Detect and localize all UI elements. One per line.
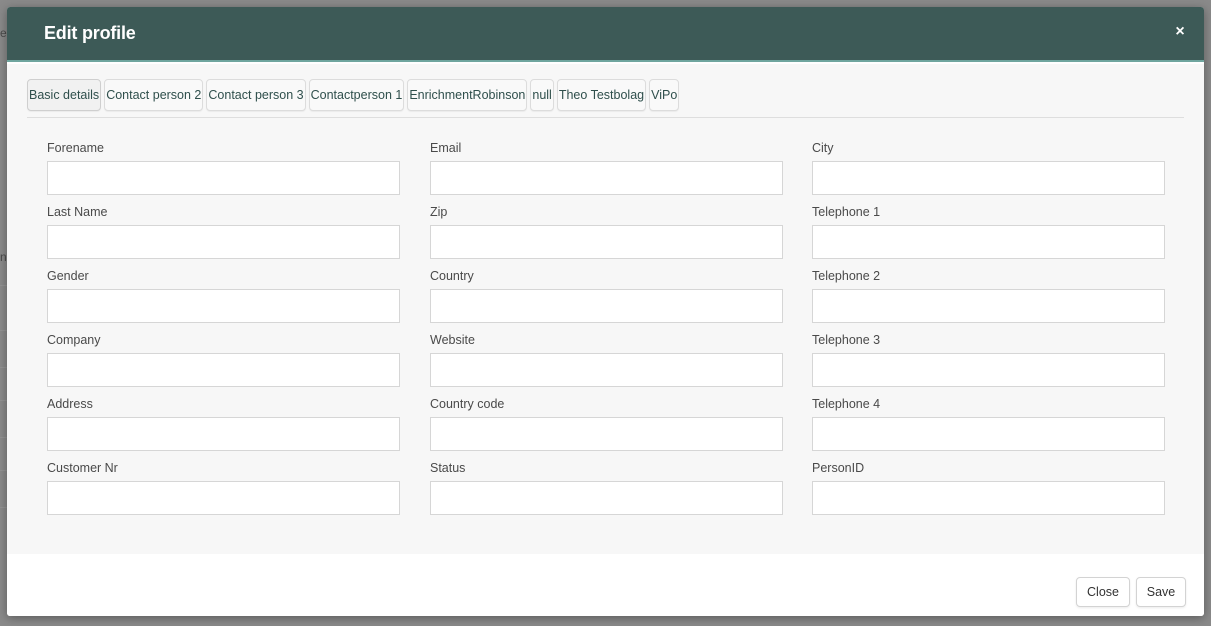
website-label: Website	[430, 333, 475, 347]
modal-body	[7, 64, 1204, 554]
field-telephone-3	[812, 326, 1165, 390]
tab-contactperson-1[interactable]: Contactperson 1	[309, 79, 405, 111]
field-forename	[47, 134, 400, 198]
telephone-3-input[interactable]	[812, 353, 1165, 387]
field-last-name	[47, 198, 400, 262]
tab-bar	[27, 79, 1184, 118]
field-gender	[47, 262, 400, 326]
field-telephone-1	[812, 198, 1165, 262]
telephone-4-input[interactable]	[812, 417, 1165, 451]
email-label: Email	[430, 141, 462, 155]
field-telephone-4	[812, 390, 1165, 454]
city-input[interactable]	[812, 161, 1165, 195]
modal-header	[7, 7, 1204, 62]
backdrop-text: n	[0, 250, 7, 264]
tab-enrichmentrobinson[interactable]: EnrichmentRobinson	[407, 79, 527, 111]
personid-label: PersonID	[812, 461, 865, 475]
customer-nr-input[interactable]	[47, 481, 400, 515]
field-company	[47, 326, 400, 390]
modal-footer	[7, 554, 1204, 616]
address-input[interactable]	[47, 417, 400, 451]
form-column	[47, 134, 400, 518]
forename-input[interactable]	[47, 161, 400, 195]
tab-contact-person-2[interactable]: Contact person 2	[104, 79, 203, 111]
personid-input[interactable]	[812, 481, 1165, 515]
company-input[interactable]	[47, 353, 400, 387]
gender-input[interactable]	[47, 289, 400, 323]
field-website	[430, 326, 783, 390]
telephone-1-input[interactable]	[812, 225, 1165, 259]
field-zip	[430, 198, 783, 262]
country-input[interactable]	[430, 289, 783, 323]
backdrop-text: e	[0, 26, 7, 40]
telephone-1-label: Telephone 1	[812, 205, 881, 219]
city-label: City	[812, 141, 834, 155]
zip-input[interactable]	[430, 225, 783, 259]
telephone-4-label: Telephone 4	[812, 397, 881, 411]
last-name-input[interactable]	[47, 225, 400, 259]
form-column	[812, 134, 1165, 518]
close-icon[interactable]: ×	[1175, 23, 1185, 40]
edit-profile-modal	[7, 7, 1204, 616]
website-input[interactable]	[430, 353, 783, 387]
save-button[interactable]: Save	[1136, 577, 1186, 607]
field-city	[812, 134, 1165, 198]
address-label: Address	[47, 397, 93, 411]
telephone-3-label: Telephone 3	[812, 333, 881, 347]
status-input[interactable]	[430, 481, 783, 515]
tab-theo-testbolag[interactable]: Theo Testbolag	[557, 79, 646, 111]
email-input[interactable]	[430, 161, 783, 195]
zip-label: Zip	[430, 205, 448, 219]
field-status	[430, 454, 783, 518]
customer-nr-label: Customer Nr	[47, 461, 118, 475]
field-email	[430, 134, 783, 198]
country-code-label: Country code	[430, 397, 505, 411]
telephone-2-label: Telephone 2	[812, 269, 881, 283]
field-country-code	[430, 390, 783, 454]
country-code-input[interactable]	[430, 417, 783, 451]
forename-label: Forename	[47, 141, 104, 155]
company-label: Company	[47, 333, 101, 347]
tab-contact-person-3[interactable]: Contact person 3	[206, 79, 305, 111]
gender-label: Gender	[47, 269, 89, 283]
last-name-label: Last Name	[47, 205, 108, 219]
form-column	[430, 134, 783, 518]
tab-null[interactable]: null	[530, 79, 553, 111]
field-customer-nr	[47, 454, 400, 518]
field-country	[430, 262, 783, 326]
country-label: Country	[430, 269, 474, 283]
tab-basic-details[interactable]: Basic details	[27, 79, 101, 111]
field-telephone-2	[812, 262, 1165, 326]
tab-vipo[interactable]: ViPo	[649, 79, 679, 111]
status-label: Status	[430, 461, 466, 475]
field-personid	[812, 454, 1165, 518]
modal-title: Edit profile	[44, 23, 136, 43]
close-button[interactable]: Close	[1076, 577, 1130, 607]
field-address	[47, 390, 400, 454]
telephone-2-input[interactable]	[812, 289, 1165, 323]
